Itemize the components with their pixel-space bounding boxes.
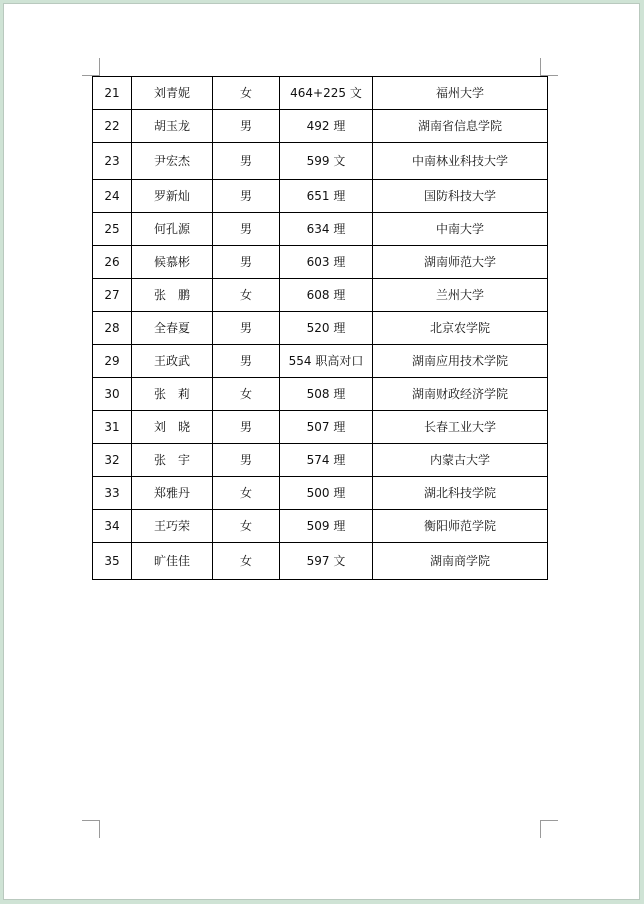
cell-school: 兰州大学 [373, 279, 548, 312]
table-row [93, 378, 548, 411]
cell-school: 北京农学院 [373, 312, 548, 345]
crop-mark-top-right [540, 58, 558, 76]
cell-sex: 女 [213, 543, 280, 580]
cell-number: 25 [93, 213, 132, 246]
cell-sex: 男 [213, 213, 280, 246]
cell-sex: 男 [213, 246, 280, 279]
student-table [92, 76, 548, 580]
cell-number: 32 [93, 444, 132, 477]
cell-sex: 女 [213, 279, 280, 312]
table-row [93, 543, 548, 580]
cell-sex: 男 [213, 312, 280, 345]
cell-school: 衡阳师范学院 [373, 510, 548, 543]
cell-number: 35 [93, 543, 132, 580]
cell-school: 湖南商学院 [373, 543, 548, 580]
cell-sex: 男 [213, 110, 280, 143]
cell-name: 旷佳佳 [132, 543, 213, 580]
cell-sex: 男 [213, 143, 280, 180]
crop-mark-bottom-right [540, 820, 558, 838]
table-row [93, 477, 548, 510]
cell-number: 34 [93, 510, 132, 543]
cell-school: 湖南应用技术学院 [373, 345, 548, 378]
cell-sex: 女 [213, 510, 280, 543]
cell-sex: 男 [213, 444, 280, 477]
cell-score: 608 理 [280, 279, 373, 312]
cell-sex: 男 [213, 411, 280, 444]
crop-mark-top-left [82, 58, 100, 76]
cell-score: 464+225 文 [280, 77, 373, 110]
cell-number: 26 [93, 246, 132, 279]
cell-score: 574 理 [280, 444, 373, 477]
cell-name: 胡玉龙 [132, 110, 213, 143]
cell-name: 张 鹏 [132, 279, 213, 312]
cell-school: 福州大学 [373, 77, 548, 110]
cell-school: 中南林业科技大学 [373, 143, 548, 180]
cell-score: 520 理 [280, 312, 373, 345]
cell-name: 王政武 [132, 345, 213, 378]
table-row [93, 510, 548, 543]
cell-school: 中南大学 [373, 213, 548, 246]
cell-name: 尹宏杰 [132, 143, 213, 180]
cell-number: 31 [93, 411, 132, 444]
cell-score: 500 理 [280, 477, 373, 510]
cell-sex: 女 [213, 477, 280, 510]
cell-number: 33 [93, 477, 132, 510]
cell-number: 28 [93, 312, 132, 345]
cell-name: 张 莉 [132, 378, 213, 411]
cell-school: 湖南省信息学院 [373, 110, 548, 143]
cell-name: 刘青妮 [132, 77, 213, 110]
cell-sex: 女 [213, 77, 280, 110]
table-row [93, 143, 548, 180]
cell-school: 内蒙古大学 [373, 444, 548, 477]
cell-sex: 男 [213, 180, 280, 213]
crop-mark-bottom-left [82, 820, 100, 838]
cell-name: 张 宇 [132, 444, 213, 477]
table-row [93, 444, 548, 477]
cell-number: 27 [93, 279, 132, 312]
cell-school: 湖南师范大学 [373, 246, 548, 279]
table-row [93, 411, 548, 444]
cell-name: 罗新灿 [132, 180, 213, 213]
cell-number: 22 [93, 110, 132, 143]
cell-score: 508 理 [280, 378, 373, 411]
table-row [93, 77, 548, 110]
table-row [93, 279, 548, 312]
cell-name: 刘 晓 [132, 411, 213, 444]
cell-number: 24 [93, 180, 132, 213]
cell-score: 599 文 [280, 143, 373, 180]
table-row [93, 246, 548, 279]
cell-name: 王巧荣 [132, 510, 213, 543]
table-row [93, 312, 548, 345]
cell-name: 何孔源 [132, 213, 213, 246]
cell-score: 507 理 [280, 411, 373, 444]
table-row [93, 213, 548, 246]
cell-name: 候慕彬 [132, 246, 213, 279]
cell-score: 597 文 [280, 543, 373, 580]
cell-score: 509 理 [280, 510, 373, 543]
cell-score: 554 职高对口 [280, 345, 373, 378]
cell-score: 492 理 [280, 110, 373, 143]
cell-number: 29 [93, 345, 132, 378]
cell-name: 全春夏 [132, 312, 213, 345]
table-row [93, 345, 548, 378]
cell-name: 郑雅丹 [132, 477, 213, 510]
table-row [93, 180, 548, 213]
cell-sex: 男 [213, 345, 280, 378]
cell-school: 湖南财政经济学院 [373, 378, 548, 411]
cell-score: 651 理 [280, 180, 373, 213]
cell-score: 634 理 [280, 213, 373, 246]
cell-score: 603 理 [280, 246, 373, 279]
table-row [93, 110, 548, 143]
cell-number: 30 [93, 378, 132, 411]
cell-number: 23 [93, 143, 132, 180]
cell-school: 长春工业大学 [373, 411, 548, 444]
cell-number: 21 [93, 77, 132, 110]
cell-sex: 女 [213, 378, 280, 411]
cell-school: 国防科技大学 [373, 180, 548, 213]
cell-school: 湖北科技学院 [373, 477, 548, 510]
